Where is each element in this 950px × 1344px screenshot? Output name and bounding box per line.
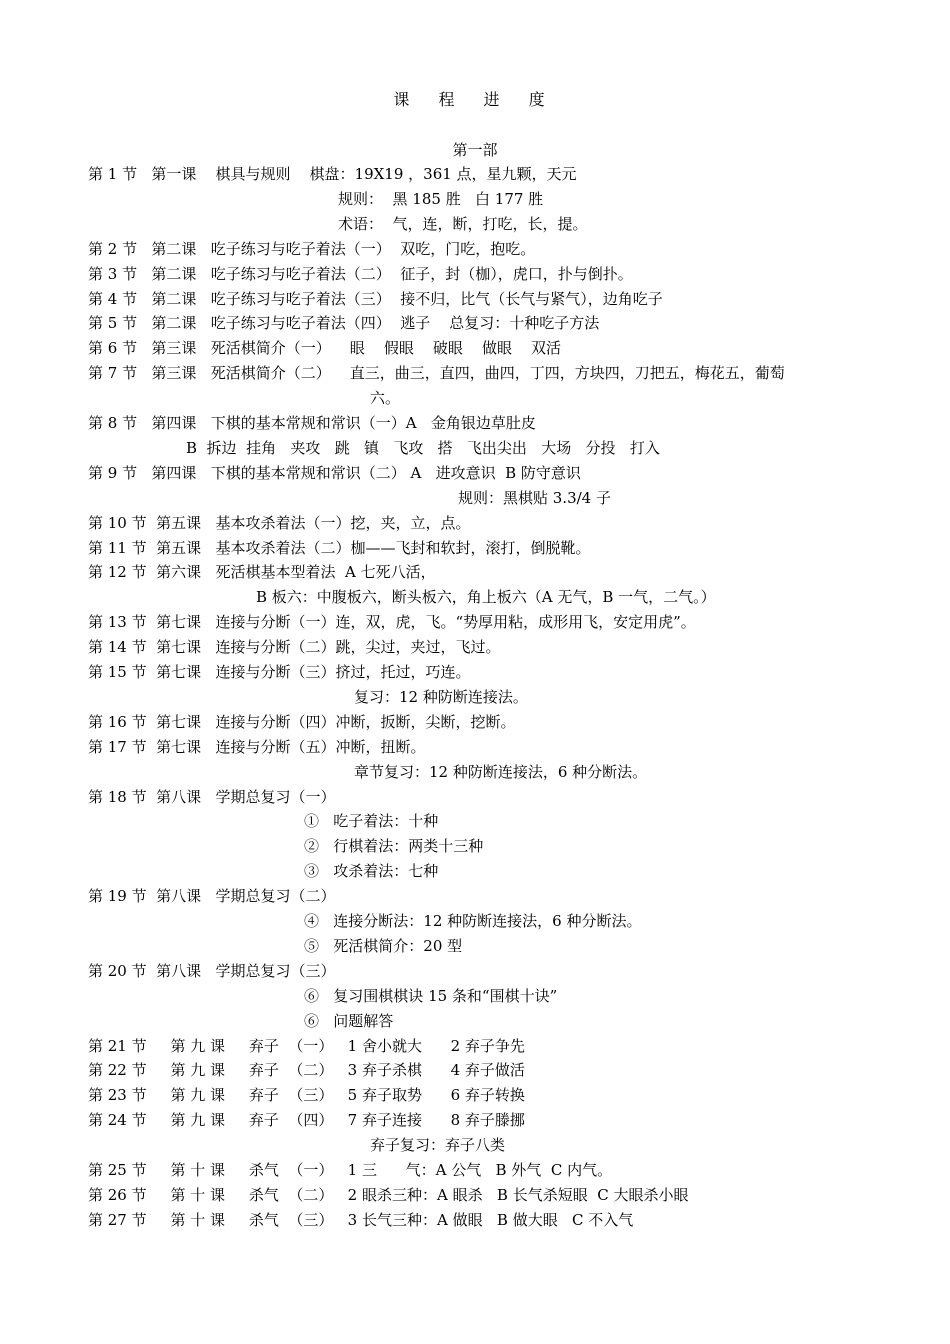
schedule-line: 第 11 节 第五课 基本攻杀着法（二）枷——飞封和软封，滚打，倒脱靴。: [88, 539, 591, 557]
schedule-line: 第 5 节 第二课 吃子练习与吃子着法（四） 逃子 总复习：十种吃子方法: [88, 314, 600, 332]
schedule-line: ④ 连接分断法：12 种防断连接法，6 种分断法。: [304, 912, 642, 930]
schedule-line: 第 19 节 第八课 学期总复习（二）: [88, 887, 336, 905]
schedule-line: 第 23 节 第 九 课 弃子 （三） 5 弃子取势 6 弃子转换: [88, 1086, 525, 1104]
schedule-line: ⑥ 问题解答: [304, 1012, 394, 1030]
schedule-line: ⑥ 复习围棋棋诀 15 条和“围棋十诀”: [304, 987, 558, 1005]
schedule-line: 规则： 黑 185 胜 白 177 胜: [338, 190, 544, 208]
schedule-line: 第 7 节 第三课 死活棋简介（二） 直三，曲三，直四，曲四，丁四，方块四，刀把五，梅花五，葡萄: [88, 364, 785, 382]
schedule-line: ① 吃子着法：十种: [304, 812, 439, 830]
schedule-line: 第 15 节 第七课 连接与分断（三）挤过，托过，巧连。: [88, 663, 471, 681]
schedule-line: 第 9 节 第四课 下棋的基本常规和常识（二） A 进攻意识 B 防守意识: [88, 464, 581, 482]
schedule-line: 第 20 节 第八课 学期总复习（三）: [88, 962, 336, 980]
schedule-line: 章节复习：12 种防断连接法，6 种分断法。: [354, 763, 648, 781]
schedule-line: 第 16 节 第七课 连接与分断（四）冲断，扳断，尖断，挖断。: [88, 713, 516, 731]
schedule-line: 第 3 节 第二课 吃子练习与吃子着法（二） 征子，封（枷），虎口，扑与倒扑。: [88, 265, 633, 283]
schedule-line: 第 2 节 第二课 吃子练习与吃子着法（一） 双吃，门吃，抱吃。: [88, 240, 536, 258]
schedule-line: ③ 攻杀着法：七种: [304, 862, 439, 880]
schedule-line: 第 14 节 第七课 连接与分断（二）跳，尖过，夹过，飞过。: [88, 638, 501, 656]
schedule-line: 六。: [370, 389, 401, 407]
document-title: 课 程 进 度: [393, 90, 557, 109]
schedule-line: 第 12 节 第六课 死活棋基本型着法 A 七死八活，: [88, 563, 436, 581]
schedule-line: 弃子复习：弃子八类: [370, 1136, 506, 1154]
schedule-line: B 板六：中腹板六，断头板六，角上板六（A 无气，B 一气，二气。）: [256, 588, 716, 606]
schedule-line: 第 21 节 第 九 课 弃子 （一） 1 舍小就大 2 弃子争先: [88, 1037, 525, 1055]
schedule-line: 第 22 节 第 九 课 弃子 （二） 3 弃子杀棋 4 弃子做活: [88, 1061, 525, 1079]
schedule-line: 第 8 节 第四课 下棋的基本常规和常识（一）A 金角银边草肚皮: [88, 414, 536, 432]
schedule-line: B 拆边 挂角 夹攻 跳 镇 飞攻 搭 飞出尖出 大场 分投 打入: [186, 439, 660, 457]
schedule-line: 第 6 节 第三课 死活棋简介（一） 眼 假眼 破眼 做眼 双活: [88, 339, 562, 357]
schedule-line: 第 4 节 第二课 吃子练习与吃子着法（三） 接不归，比气（长气与紧气），边角吃子: [88, 290, 663, 308]
schedule-line: 第 13 节 第七课 连接与分断（一）连，双，虎，飞。“势厚用粘，成形用飞，安定用虎”。: [88, 613, 696, 631]
schedule-line: 术语： 气，连，断，打吃，长，提。: [338, 215, 588, 233]
schedule-line: 规则：黑棋贴 3.3/4 子: [458, 489, 611, 507]
schedule-line: 第 25 节 第 十 课 杀气 （一） 1 三 气：A 公气 B 外气 C 内气。: [88, 1161, 613, 1179]
schedule-line: 第 27 节 第 十 课 杀气 （三） 3 长气三种：A 做眼 B 做大眼 C 不入气: [88, 1211, 634, 1229]
schedule-line: ⑤ 死活棋简介：20 型: [304, 937, 463, 955]
schedule-line: 第 26 节 第 十 课 杀气 （二） 2 眼杀三种：A 眼杀 B 长气杀短眼 C 大眼杀小眼: [88, 1186, 689, 1204]
schedule-line: 第 1 节 第一课 棋具与规则 棋盘：19X19 ，361 点，星九颗，天元: [88, 165, 577, 183]
schedule-line: ② 行棋着法：两类十三种: [304, 837, 484, 855]
schedule-line: 第 24 节 第 九 课 弃子 （四） 7 弃子连接 8 弃子滕挪: [88, 1111, 525, 1129]
section-heading: 第一部: [452, 141, 498, 159]
schedule-line: 第 18 节 第八课 学期总复习（一）: [88, 788, 336, 806]
schedule-line: 第 10 节 第五课 基本攻杀着法（一）挖，夹，立，点。: [88, 514, 471, 532]
schedule-line: 复习：12 种防断连接法。: [354, 688, 528, 706]
schedule-line: 第 17 节 第七课 连接与分断（五）冲断，扭断。: [88, 738, 426, 756]
